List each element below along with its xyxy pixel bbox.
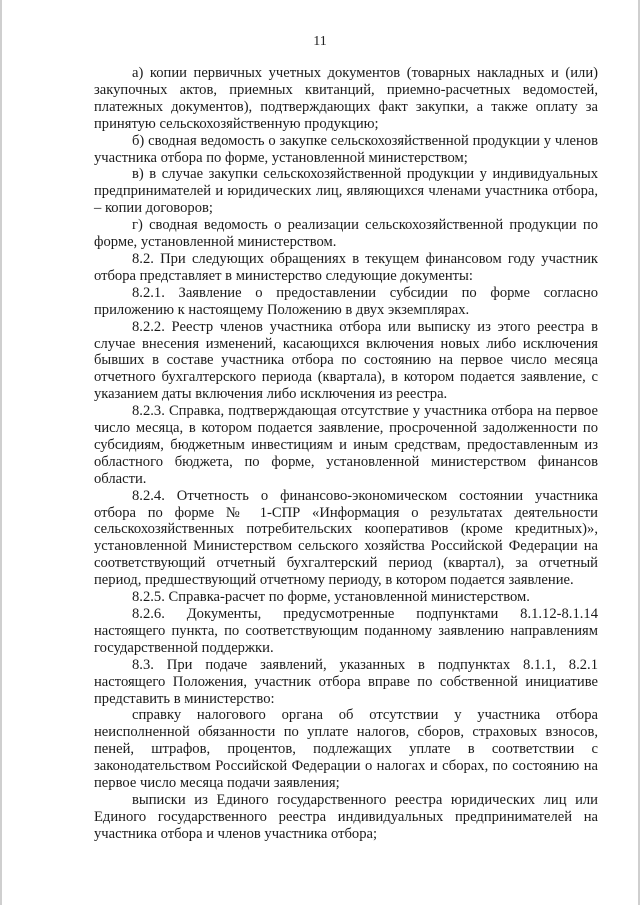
paragraph-b: б) сводная ведомость о закупке сельскохозяйственной продукции у членов участника отбора по форме, установленной министерством; xyxy=(94,132,598,166)
paragraph-8-2-5: 8.2.5. Справка-расчет по форме, установленной министерством. xyxy=(132,589,530,606)
paragraph-registry-extracts: выписки из Единого государственного реестра юридических лиц или Единого государственного реестра индивидуальных предпринимателей на участника отбора и членов участника отбора; xyxy=(94,791,598,842)
page-number: 11 xyxy=(313,34,327,49)
paragraph-8-3: 8.3. При подаче заявлений, указанных в подпунктах 8.1.1, 8.2.1 настоящего Положения, участник отбора вправе по собственной инициативе представить в министерство: xyxy=(94,656,598,707)
paragraph-8-2-6: 8.2.6. Документы, предусмотренные подпунктами 8.1.12-8.1.14 настоящего пункта, по соответствующим поданному заявлению направлениям государственной поддержки. xyxy=(94,606,598,656)
paragraph-v: в) в случае закупки сельскохозяйственной продукции у индивидуальных предпринимателей и юридических лиц, являющихся членами участника отбора, – копии договоров; xyxy=(94,166,598,217)
paragraph-a: а) копии первичных учетных документов (товарных накладных и (или) закупочных актов, приемных квитанций, приемно-расчетных ведомостей, платежных документов), подтверждающих факт закупки, а также оплату за принятую сельскохозяйственную продукцию; xyxy=(94,65,598,132)
paragraph-8-2-1: 8.2.1. Заявление о предоставлении субсидии по форме согласно приложению к настоящему Положению в двух экземплярах. xyxy=(94,284,598,318)
document-body xyxy=(94,65,598,843)
paragraph-8-2-4: 8.2.4. Отчетность о финансово-экономическом состоянии участника отбора по форме № 1-СПР «Информация о результатах деятельности сельскохозяйственных потребительских кооперативов (кроме кредитных)», установленной Министерством сельского хозяйства Российской Федерации на соответствующий отчетный бухгалтерский период (квартал), за отчетный период, предшествующий отчетному периоду, в котором подается заявление. xyxy=(94,487,598,589)
paragraph-8-2-3: 8.2.3. Справка, подтверждающая отсутствие у участника отбора на первое число месяца, в котором подается заявление, просроченной задолженности по субсидиям, бюджетным инвестициям и иным средствам, предоставленным из областного бюджета, по форме, установленной министерством финансов области. xyxy=(94,403,598,487)
paragraph-8-2: 8.2. При следующих обращениях в текущем финансовом году участник отбора представляет в министерство следующие документы: xyxy=(94,250,598,284)
paragraph-g: г) сводная ведомость о реализации сельскохозяйственной продукции по форме, установленной министерством. xyxy=(94,217,598,251)
paragraph-tax-certificate: справку налогового органа об отсутствии у участника отбора неисполненной обязанности по уплате налогов, сборов, страховых взносов, пеней, штрафов, процентов, подлежащих уплате в соответствии с законодательством Российской Федерации о налогах и сборах, по состоянию на первое число месяца подачи заявления; xyxy=(94,707,598,792)
paragraph-8-2-2: 8.2.2. Реестр членов участника отбора или выписку из этого реестра в случае внесения изменений, касающихся включения новых либо исключения бывших в составе участника отбора по состоянию на первое число месяца отчетного бухгалтерского периода (квартала), в котором подается заявление, с указанием даты включения либо исключения из реестра. xyxy=(94,318,598,403)
